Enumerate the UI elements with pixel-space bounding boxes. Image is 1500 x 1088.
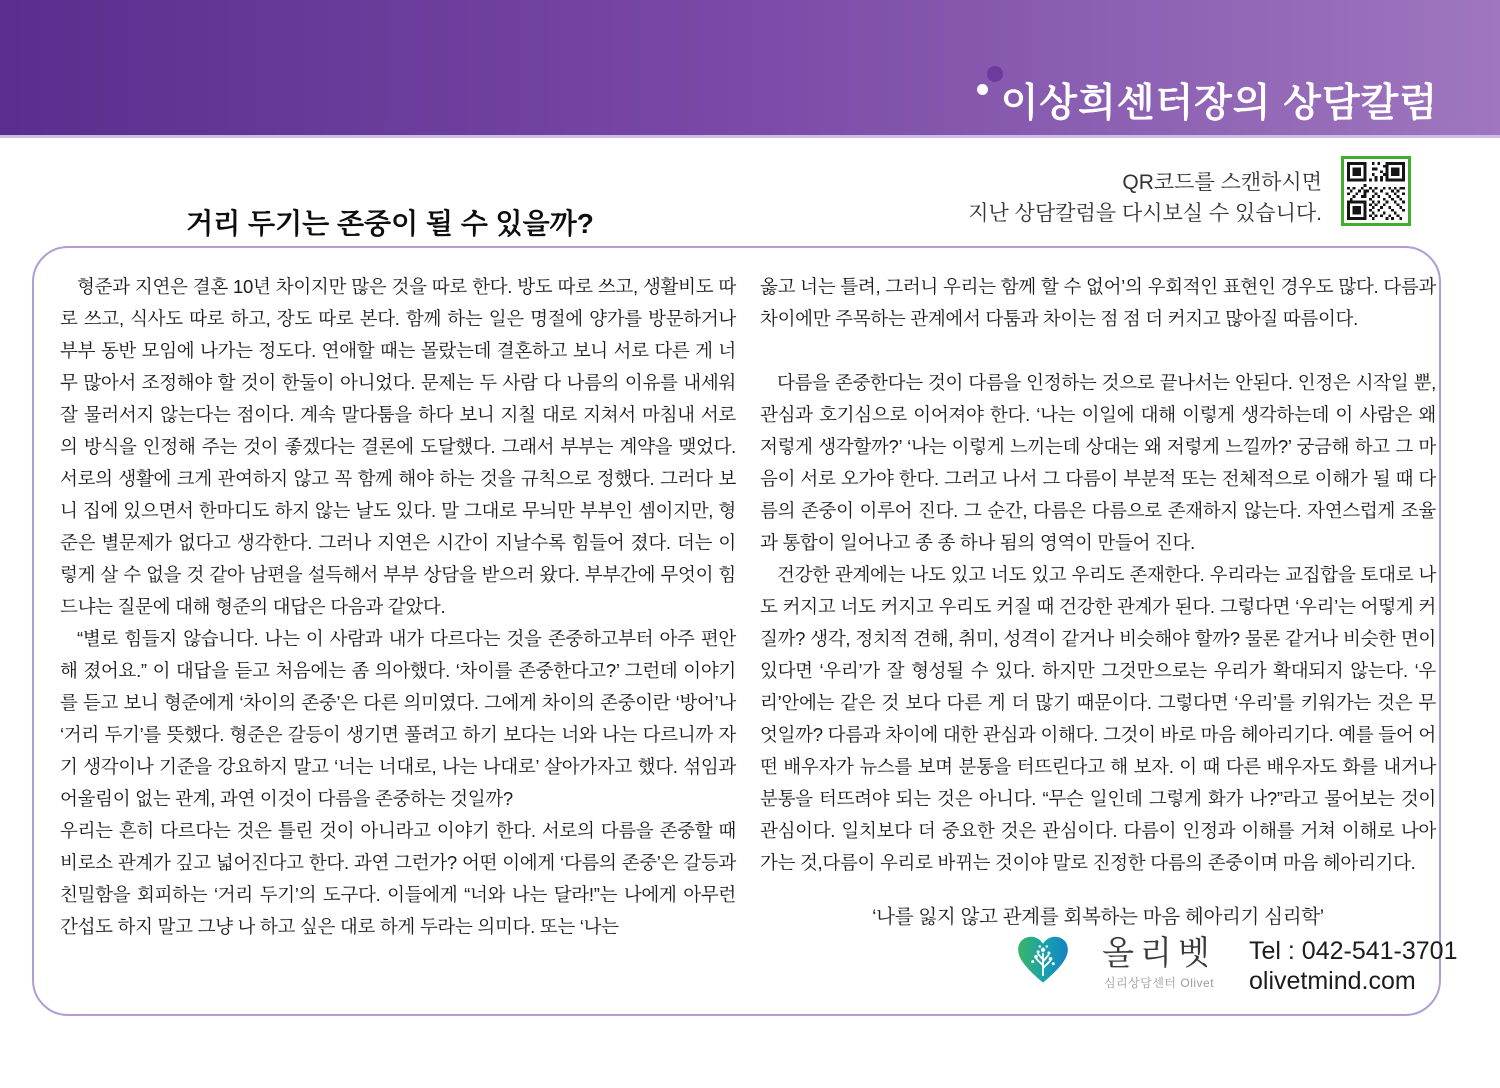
left-paragraph-1: 형준과 지연은 결혼 10년 차이지만 많은 것을 따로 한다. 방도 따로 쓰고, 생활비도 따로 쓰고, 식사도 따로 하고, 장도 따로 본다. 함께 하는 일은 명절에 양가를 방문하거나 부부 동반 모임에 나가는 정도다. 연애할 때는 몰랐는데 결혼하고 보니 서로 다른 게 너무 많아서 조정해야 할 것이 한둘이 아니었다. 문제는 두 사람 다 나름의 이유를 내세워 잘 물러서지 않는다는 점이다. 계속 말다툼을 하다 보니 지칠 대로 지쳐서 마침내 서로의 방식을 인정해 주는 것이 좋겠다는 결론에 도달했다. 그래서 부부는 계약을 맺었다. 서로의 생활에 크게 관여하지 않고 꼭 함께 해야 하는 것을 규칙으로 정했다. 그러다 보니 집에 있으면서 한마디도 하지 않는 날도 있다. 말 그대로 무늬만 부부인 셈이지만, 형준은 별문제가 없다고 생각한다. 그러나 지연은 시간이 지날수록 힘들어 졌다. 더는 이렇게 살 수 없을 것 같아 남편을 설득해서 부부 상담을 받으러 왔다. 부부간에 무엇이 힘드냐는 질문에 대해 형준의 대답은 다음과 같았다.	[60, 276, 736, 617]
right-paragraph-2: 다름을 존중한다는 것이 다름을 인정하는 것으로 끝나서는 안된다. 인정은 시작일 뿐, 관심과 호기심으로 이어져야 한다. ‘나는 이일에 대해 이렇게 생각하는데 이 사람은 왜 저렇게 생각할까?’ ‘나는 이렇게 느끼는데 상대는 왜 저렇게 느낄까?’ 궁금해 하고 그 마음이 서로 오가야 한다. 그러고 나서 그 다름이 부분적 또는 전체적으로 이해가 될 때 다름의 존중이 이루어 진다. 그 순간, 다름은 다름으로 존재하지 않는다. 자연스럽게 조율과 통합이 일어나고 종 종 하나 됨의 영역이 만들어 진다.	[760, 372, 1436, 553]
contact-tel: Tel : 042-541-3701	[1249, 937, 1458, 965]
header-banner	[0, 0, 1500, 138]
contact-block	[1249, 936, 1457, 996]
qr-caption-line1: QR코드를 스캔하시면	[1122, 171, 1322, 194]
banner-title: 이상희센터장의 상담칼럼	[1000, 82, 1438, 125]
white-dot-icon	[977, 84, 988, 95]
paragraph-gap	[760, 335, 1436, 367]
logo-subtitle: 심리상담센터 Olivet	[1103, 976, 1215, 990]
left-paragraph-3: 우리는 흔히 다르다는 것은 틀린 것이 아니라고 이야기 한다. 서로의 다름을 존중할 때 비로소 관계가 깊고 넓어진다고 한다. 과연 그런가? 어떤 이에게 ‘다름의 존중’은 갈등과 친밀함을 회피하는 ‘거리 두기’의 도구다. 이들에게 “너와 나는 달라!”는 나에게 아무런 간섭도 하지 말고 그냥 나 하고 싶은 대로 하게 두라는 의미다. 또는 ‘나는	[60, 820, 736, 937]
qr-code	[1341, 156, 1411, 226]
left-column	[60, 271, 736, 943]
qr-caption-line2: 지난 상담칼럼을 다시보실 수 있습니다.	[968, 202, 1322, 225]
footer-logo-row	[1016, 931, 1457, 996]
contact-website: olivetmind.com	[1249, 967, 1416, 995]
olivet-heart-tree-icon	[1016, 935, 1070, 985]
right-paragraph-3: 건강한 관계에는 나도 있고 너도 있고 우리도 존재한다. 우리라는 교집합을 토대로 나도 커지고 너도 커지고 우리도 커질 때 건강한 관계가 된다. 그렇다면 ‘우리’는 어떻게 커질까? 생각, 정치적 견해, 취미, 성격이 같거나 비슷해야 할까? 물론 같거나 비슷한 면이 있다면 ‘우리’가 잘 형성될 수 있다. 하지만 그것만으로는 우리가 확대되지 않는다. ‘우리’안에는 같은 것 보다 다른 게 더 많기 때문이다. 그렇다면 ‘우리’를 키워가는 것은 무엇일까? 다름과 차이에 대한 관심과 이해다. 그것이 바로 마음 헤아리기다. 예를 들어 어떤 배우자가 뉴스를 보며 분통을 터뜨린다고 해 보자. 이 때 다른 배우자도 화를 내거나 분통을 터뜨려야 되는 것은 아니다. “무슨 일인데 그렇게 화가 나?”라고 물어보는 것이 관심이다. 일치보다 더 중요한 것은 관심이다. 다름이 인정과 이해를 거쳐 이해로 나아가는 것,다름이 우리로 바뀌는 것이야 말로 진정한 다름의 존중이며 마음 헤아리기다.	[760, 564, 1436, 873]
logo-text-block	[1083, 935, 1235, 991]
right-column	[760, 271, 1436, 933]
qr-caption	[968, 167, 1322, 229]
article-title: 거리 두기는 존중이 될 수 있을까?	[186, 208, 594, 239]
right-paragraph-1: 옳고 너는 틀려, 그러니 우리는 함께 할 수 없어’의 우회적인 표현인 경우도 많다. 다름과 차이에만 주목하는 관계에서 다툼과 차이는 점 점 더 커지고 많아질 따름이다.	[760, 276, 1436, 329]
qr-code-icon	[1347, 162, 1405, 220]
closing-quote: ‘나를 잃지 않고 관계를 회복하는 마음 헤아리기 심리학’	[872, 906, 1324, 928]
logo-name: 올리벳	[1102, 934, 1216, 971]
left-paragraph-2: “별로 힘들지 않습니다. 나는 이 사람과 내가 다르다는 것을 존중하고부터 아주 편안해 졌어요.” 이 대답을 듣고 처음에는 좀 의아했다. ‘차이를 존중한다고?’ 그런데 이야기를 듣고 보니 형준에게 ‘차이의 존중’은 다른 의미였다. 그에게 차이의 존중이란 ‘방어’나 ‘거리 두기’를 뜻했다. 형준은 갈등이 생기면 풀려고 하기 보다는 너와 나는 다르니까 자기 생각이나 기준을 강요하지 말고 ‘너는 너대로, 나는 나대로’ 살아가자고 했다. 섞임과 어울림이 없는 관계, 과연 이것이 다름을 존중하는 것일까?	[60, 628, 736, 809]
